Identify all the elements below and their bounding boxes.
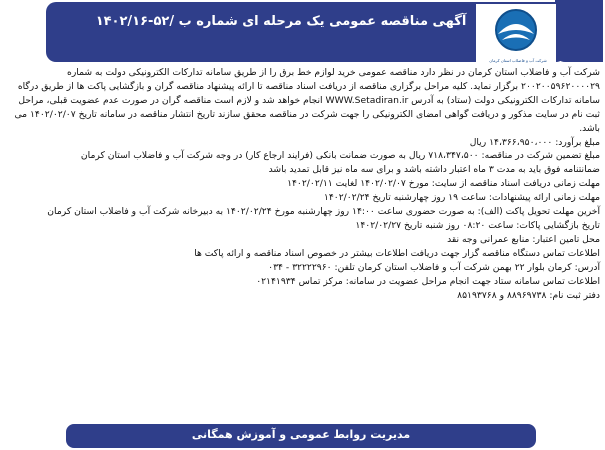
contact-heading-line: اطلاعات تماس دستگاه مناقصه گزار جهت دریافت اطلاعات بیشتر در خصوص اسناد مناقصه و ارائه پاکت ها <box>194 247 600 259</box>
water-company-logo-icon <box>476 4 556 64</box>
bid-deadline-line: مهلت زمانی ارائه پیشنهادات: ساعت ۱۹ روز چهارشنبه تاریخ ۱۴۰۲/۰۲/۲۴ <box>323 192 600 204</box>
logo-caption: شرکت آب و فاضلاب استان کرمان <box>489 58 547 63</box>
envelope-deadline-line: آخرین مهلت تحویل پاکت (الف): به صورت حضوری ساعت ۱۴:۰۰ روز چهارشنبه مورخ ۱۴۰۲/۰۲/۲۴ به دبیرخانه شرکت آب و فاضلاب استان کرمان <box>47 206 600 218</box>
address-line: آدرس: کرمان بلوار ۲۲ بهمن شرکت آب و فاضلاب استان کرمان تلفن: ۳۲۲۲۲۹۶۰ - ۰۳۴ <box>268 261 600 273</box>
estimate-line: مبلغ برآورد: ۱۴،۳۶۶،۹۵۰،۰۰۰ ریال <box>469 136 600 148</box>
round-badge <box>555 0 603 62</box>
guarantee-validity-line: ضمانتنامه فوق باید به مدت ۳ ماه اعتبار داشته باشد و برای سه ماه نیز قابل تمدید باشد <box>268 164 600 176</box>
guarantee-line: مبلغ تضمین شرکت در مناقصه: ۷۱۸،۳۴۷،۵۰۰ ریال به صورت ضمانت بانکی (فرایند ارجاع کار) در وجه شرکت آب و فاضلاب استان کرمان <box>80 150 600 162</box>
docs-deadline-line: مهلت زمانی دریافت اسناد مناقصه از سایت: مورخ ۱۴۰۲/۰۲/۰۷ لغایت ۱۴۰۲/۰۲/۱۱ <box>287 178 600 190</box>
funding-line: محل تامین اعتبار: منابع عمرانی وجه نقد <box>447 233 600 245</box>
registration-office-line: دفتر ثبت نام: ۸۸۹۶۹۷۳۸ و ۸۵۱۹۳۷۶۸ <box>457 289 600 301</box>
intro-paragraph: شرکت آب و فاضلاب استان کرمان در نظر دارد مناقصه عمومی خرید لوازم خط برق را از طریق سامانه تدارکات الکترونیکی دولت به شماره ۲۰۰۲۰۰۵۹۶۲۰۰۰۰۲۹ برگزار نماید. کلیه مراحل برگزاری مناقصه از دریافت اسناد مناقصه تا ارائه پیشنهاد مناقصه گران و بازگشایی پاکت ها از طریق درگاه سامانه تدارکات الکترونیکی دولت (ستاد) به آدرس WWW.Setadiran.ir انجام خواهد شد و لازم است مناقصه گران در صورت عدم عضویت قبلی، مراحل ثبت نام در سایت مذکور و دریافت گواهی امضای الکترونیکی را جهت شرکت در مناقصه محقق سازند تاریخ انتشار مناقصه در سامانه تاریخ ۱۴۰۲/۰۲/۰۷ می باشد. <box>14 67 600 134</box>
opening-date-line: تاریخ بازگشایی پاکات: ساعت ۰۸:۲۰ روز شنبه تاریخ ۱۴۰۲/۰۲/۲۷ <box>355 219 600 231</box>
footer-text: مدیریت روابط عمومی و آموزش همگانی <box>191 428 411 441</box>
round-badge-label: نوبت اول <box>13 14 35 40</box>
setad-contact-line: اطلاعات تماس سامانه ستاد جهت انجام مراحل عضویت در سامانه: مرکز تماس ۰۲۱۴۱۹۳۴ <box>256 275 600 287</box>
tender-body <box>8 66 600 416</box>
tender-title: آگهی مناقصه عمومی یک مرحله ای شماره ب /۵۲-۱۴۰۲/۱۶ <box>95 14 467 29</box>
